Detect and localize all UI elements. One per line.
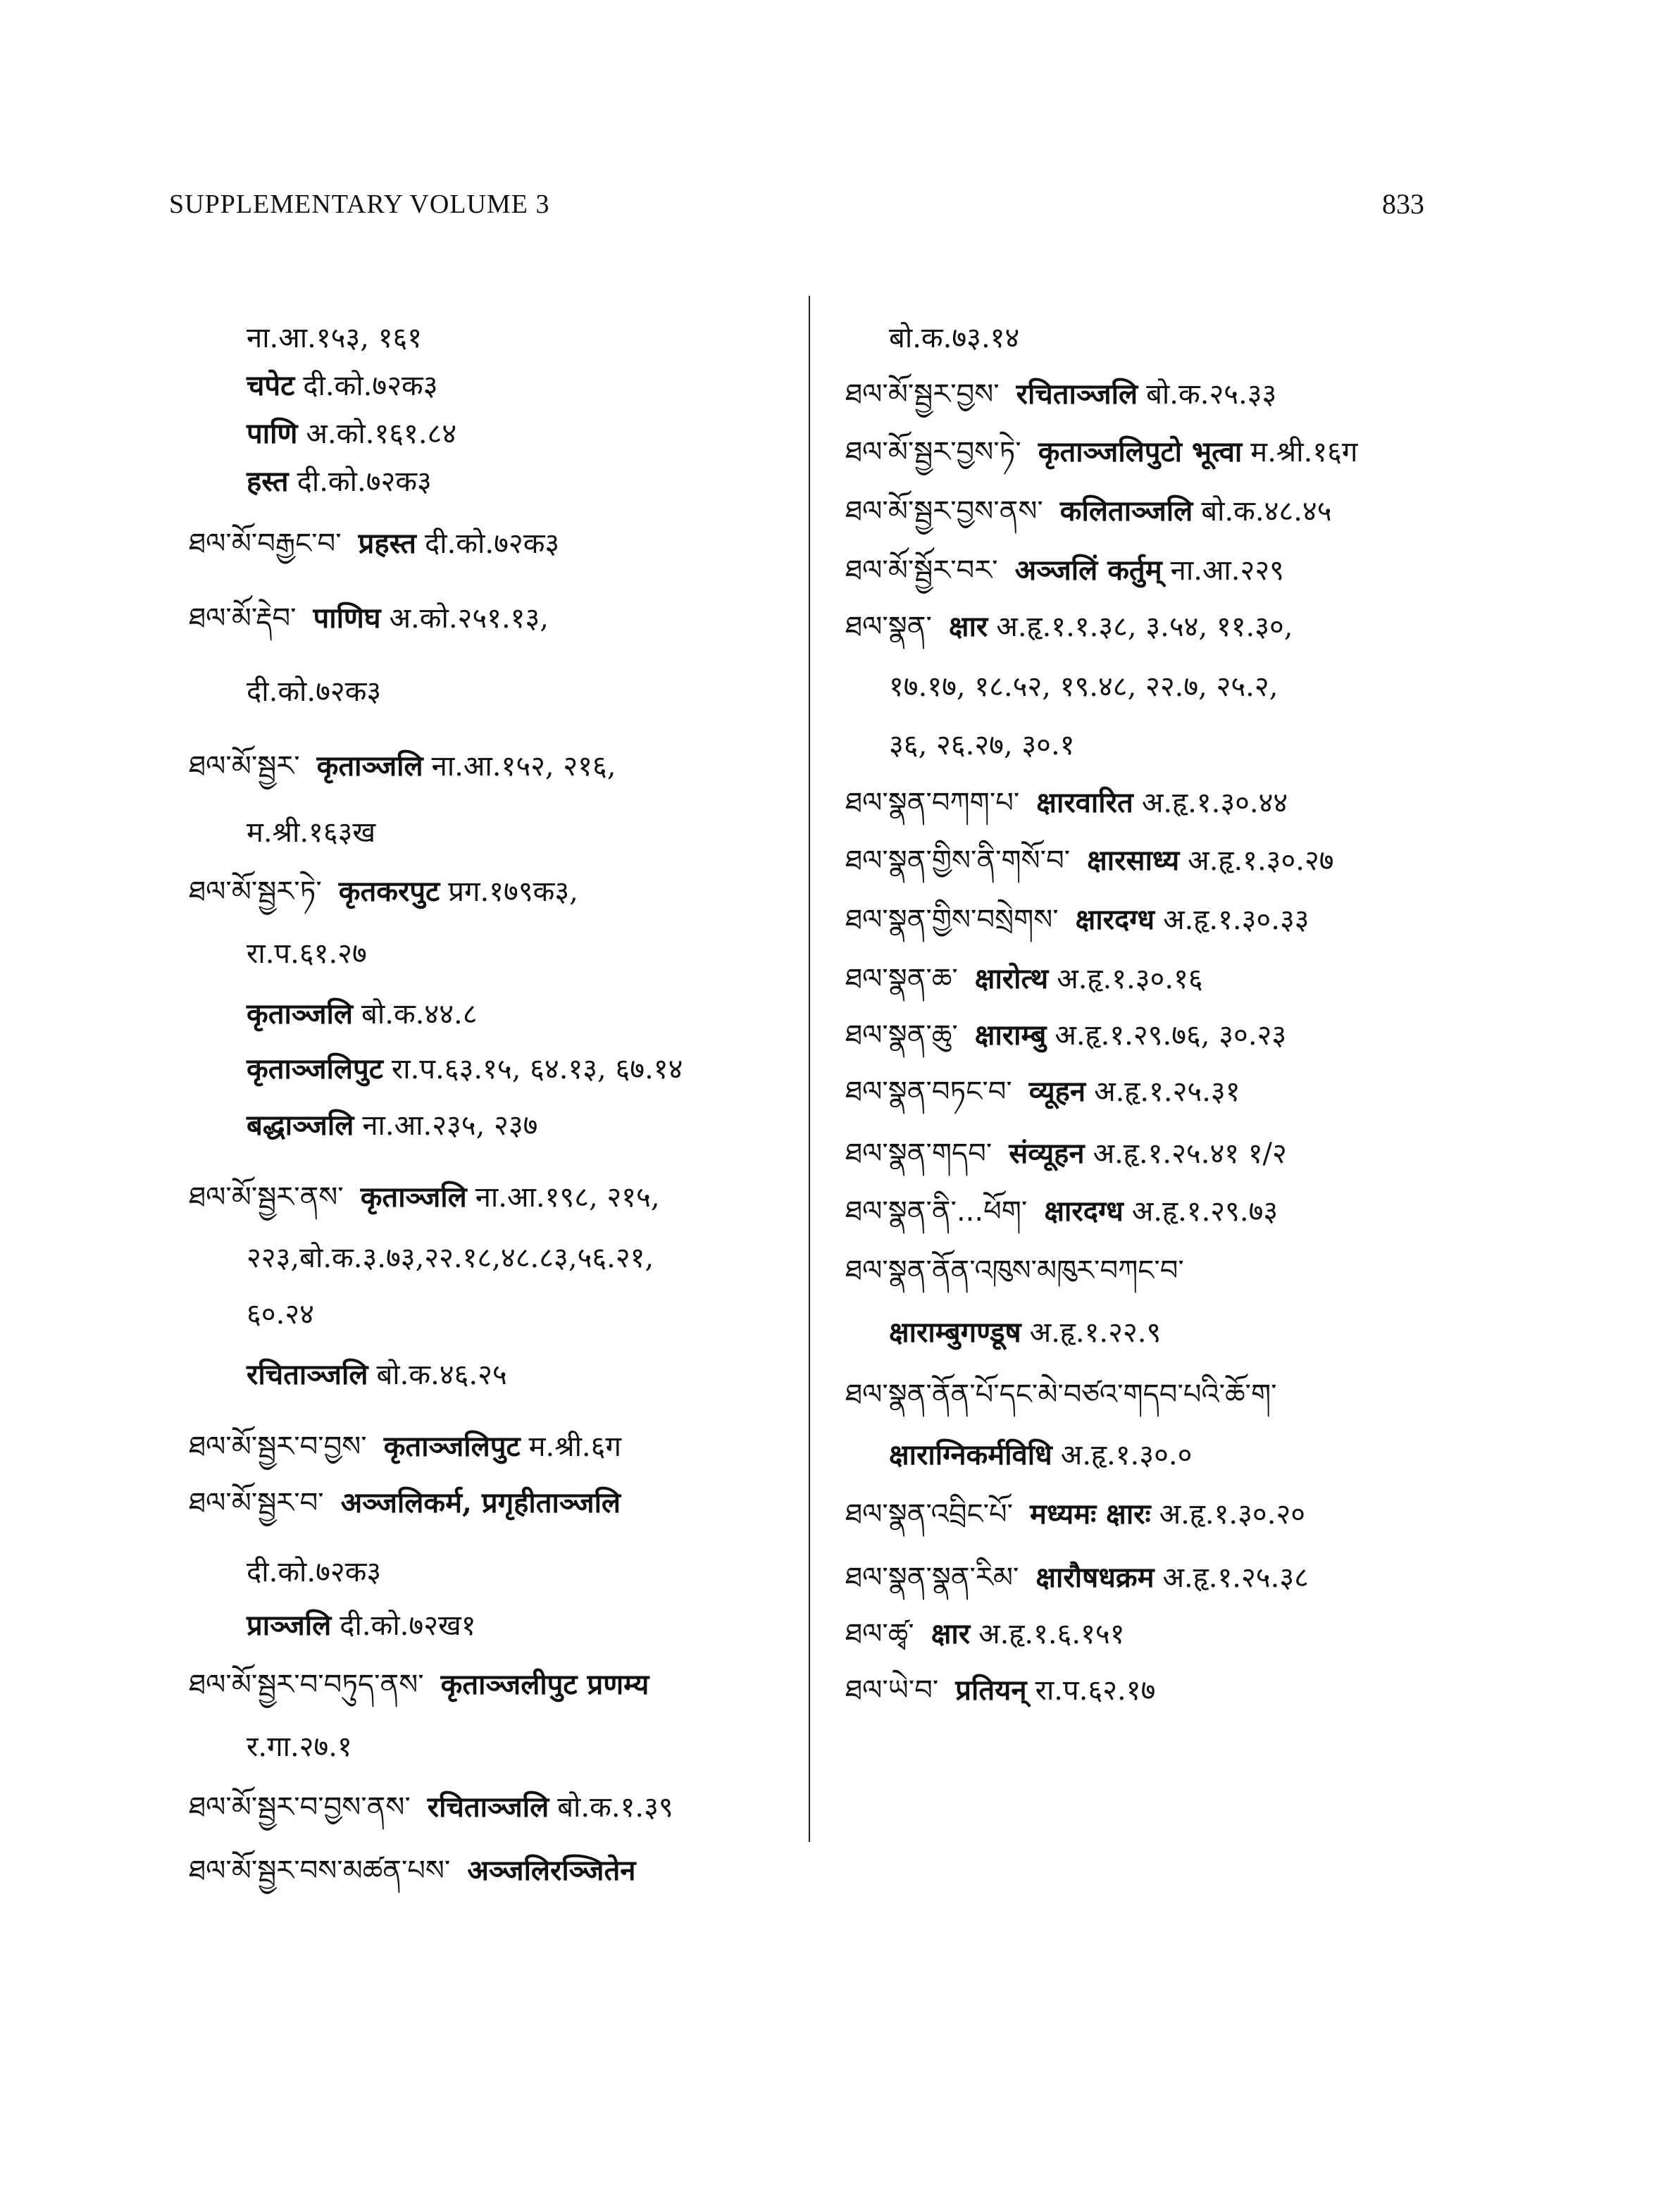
left-entry-line xyxy=(247,1109,538,1142)
source-reference: अ.हृ.१.३०.२७ xyxy=(1188,845,1334,877)
sanskrit-equivalent: कृताञ्जलि xyxy=(316,749,423,783)
left-entry-line xyxy=(247,675,382,708)
sanskrit-equivalent: कृताञ्जलिपुट xyxy=(247,1052,383,1085)
right-entry-line xyxy=(845,1021,1286,1050)
tibetan-term: ཐལ་མོ་སྦྱར་བྱས་ཏེ་ xyxy=(845,436,1021,468)
tibetan-term: ཐལ་སྣན་བཏང་བ་ xyxy=(845,1076,1012,1108)
source-reference: बो.क.४४.८ xyxy=(361,998,478,1031)
right-entry-line xyxy=(845,1075,1240,1108)
sanskrit-equivalent: क्षाराग्निकर्मविधि xyxy=(889,1438,1052,1471)
left-entry-line xyxy=(189,1793,673,1822)
sanskrit-equivalent: रचिताञ्जलि xyxy=(427,1791,549,1824)
source-reference: ना.आ.१९८, २१५, xyxy=(475,1181,660,1214)
sanskrit-equivalent: कलिताञ्जलि xyxy=(1059,494,1193,528)
source-reference: प्रग.१७९क३, xyxy=(448,876,578,908)
right-entry-line xyxy=(845,1378,1294,1411)
sanskrit-equivalent: अञ्जलिं कर्तुम् xyxy=(1014,554,1162,587)
source-reference: बो.क.४८.४५ xyxy=(1201,495,1332,528)
tibetan-term: ཐལ་མོ་སྦྱར་ཏེ་ xyxy=(189,876,322,908)
source-reference: अ.को.२५१.१३, xyxy=(389,602,549,635)
source-reference: अ.हृ.१.२९.७६, ३०.२३ xyxy=(1054,1019,1287,1052)
tibetan-term: ཐལ་མོ་སྦྱར་ xyxy=(189,750,300,783)
left-entry-line xyxy=(189,749,616,783)
source-reference: म.श्री.६ग xyxy=(528,1431,621,1463)
source-reference: रा.प.६२.१७ xyxy=(1035,1674,1156,1707)
source-reference: दी.को.७२क३ xyxy=(247,675,382,708)
source-reference: ना.आ.१५३, १६१ xyxy=(247,322,423,354)
left-entry-line xyxy=(247,1609,476,1642)
tibetan-term: ཐལ་མོ་སྦྱར་བས་མཚན་པས་ xyxy=(189,1855,451,1887)
sanskrit-equivalent: क्षार xyxy=(931,1617,971,1650)
right-entry-line xyxy=(845,1617,1125,1650)
source-reference: बो.क.४६.२५ xyxy=(376,1359,507,1391)
sanskrit-equivalent: कृताञ्जलि xyxy=(247,997,354,1031)
sanskrit-equivalent: प्राञ्जलि xyxy=(247,1609,332,1642)
sanskrit-equivalent: क्षार xyxy=(948,610,988,643)
source-reference: म.श्री.१६३ख xyxy=(247,816,376,849)
left-entry-line xyxy=(189,1486,629,1519)
tibetan-term: ཐལ་མོ་རྡེབ་ xyxy=(189,602,297,635)
source-reference: अ.को.१६१.८४ xyxy=(306,418,457,450)
left-entry-line xyxy=(247,1358,507,1391)
left-entry-line xyxy=(247,324,422,352)
left-entry-line xyxy=(247,818,375,847)
sanskrit-equivalent: व्यूहन xyxy=(1028,1075,1086,1108)
sanskrit-equivalent: मध्यमः क्षारः xyxy=(1030,1498,1151,1531)
left-entry-line xyxy=(189,1668,657,1701)
source-reference: अ.हृ.१.३०.० xyxy=(1060,1439,1193,1471)
left-entry-line xyxy=(247,369,438,402)
source-reference: अ.हृ.१.२५.४१ १/२ xyxy=(1093,1138,1287,1170)
left-entry-line xyxy=(247,417,457,450)
tibetan-term: ཐལ་མོ་སྦྱར་བ་བྱས་ xyxy=(189,1431,367,1463)
source-reference: र.गा.२७.१ xyxy=(247,1731,352,1763)
source-reference: बो.क.२५.३३ xyxy=(1146,378,1277,411)
tibetan-term: ཐལ་སྣན་གྱིས་ནི་གསོ་བ་ xyxy=(845,845,1071,877)
right-entry-line xyxy=(845,610,1293,643)
source-reference: दी.को.७२क३ xyxy=(303,370,438,402)
right-entry-line xyxy=(889,324,1019,352)
source-reference: बो.क.१.३९ xyxy=(557,1791,673,1824)
left-entry-line xyxy=(189,604,549,633)
right-entry-line xyxy=(889,731,1075,759)
right-entry-line xyxy=(845,1137,1287,1170)
sanskrit-equivalent: क्षाराम्बु xyxy=(974,1019,1047,1052)
source-reference: अ.हृ.१.३०.३३ xyxy=(1163,904,1309,936)
right-entry-line xyxy=(845,1561,1309,1594)
tibetan-term: ཐལ་སྣན་ནོན་པོ་དང་མེ་བཙའ་གདབ་པའི་ཆོ་ག་ xyxy=(845,1378,1277,1411)
source-reference: बो.क.७३.१४ xyxy=(889,322,1020,354)
left-entry-line xyxy=(189,527,560,560)
source-reference: अ.हृ.१.२५.३८ xyxy=(1162,1562,1309,1594)
left-entry-line xyxy=(189,1430,621,1463)
source-reference: ३६, २६.२७, ३०.१ xyxy=(889,729,1075,761)
source-reference: म.श्री.१६ग xyxy=(1250,436,1358,468)
sanskrit-equivalent: क्षारोत्थ xyxy=(974,962,1049,995)
source-reference: अ.हृ.१.२९.७३ xyxy=(1131,1195,1278,1228)
source-reference: ना.आ.१५२, २१६, xyxy=(431,750,616,783)
left-entry-line xyxy=(247,997,478,1031)
right-entry-line xyxy=(845,962,1203,995)
tibetan-term: ཐལ་སྣན་ཆ་ xyxy=(845,963,958,995)
sanskrit-equivalent: कृताञ्जलिपुट xyxy=(383,1430,521,1463)
source-reference: २२३,बो.क.३.७३,२२.१८,४८.८३,५६.२१, xyxy=(247,1242,654,1274)
right-entry-line xyxy=(845,1197,1278,1226)
source-reference: दी.को.७२क३ xyxy=(297,466,432,498)
right-entry-line xyxy=(845,786,1288,819)
source-reference: दी.को.७२क३ xyxy=(424,528,560,560)
tibetan-term: ཐལ་མོ་སྦྱར་བ་ xyxy=(189,1487,324,1519)
sanskrit-equivalent: अञ्जलिरञ्जितेन xyxy=(467,1854,636,1887)
page-number: 833 xyxy=(1382,188,1424,220)
sanskrit-equivalent: पाणिघ xyxy=(313,602,381,635)
sanskrit-equivalent: बद्धाञ्जलि xyxy=(247,1109,354,1142)
sanskrit-equivalent: रचिताञ्जलि xyxy=(1016,378,1138,411)
right-entry-line xyxy=(845,556,1284,585)
source-reference: रा.प.६१.२७ xyxy=(247,938,367,970)
tibetan-term: ཐལ་སྣན་གྱིས་བསྲེགས་ xyxy=(845,904,1059,936)
left-entry-line xyxy=(247,465,432,498)
tibetan-term: ཐལ་མོ་སྦྱར་བྱས་ xyxy=(845,378,1000,411)
sanskrit-equivalent: कृतकरपुट xyxy=(338,875,440,908)
sanskrit-equivalent: क्षारदग्ध xyxy=(1044,1195,1124,1228)
tibetan-term: ཐལ་སྣན་ནོན་འཁུས་མཁུར་བཀང་བ་ xyxy=(845,1254,1184,1287)
source-reference: ना.आ.२३५, २३७ xyxy=(362,1109,538,1142)
left-entry-line xyxy=(247,1298,314,1331)
sanskrit-equivalent: प्रतियन् xyxy=(955,1674,1027,1707)
source-reference: ६०.२४ xyxy=(247,1298,314,1331)
tibetan-term: ཐལ་མོ་བརྒྱང་བ་ xyxy=(189,528,342,560)
left-entry-line xyxy=(247,1052,683,1085)
source-reference: रा.प.६३.१५, ६४.१३, ६७.१४ xyxy=(391,1053,683,1085)
tibetan-term: ཐལ་མོ་སྦྱར་བྱས་ནས་ xyxy=(845,495,1043,528)
sanskrit-equivalent: संव्यूहन xyxy=(1009,1137,1085,1170)
tibetan-term: ཐལ་མོ་སྦྱར་བ་བཏུད་ནས་ xyxy=(189,1669,424,1701)
right-entry-line xyxy=(845,494,1332,528)
sanskrit-equivalent: चपेट xyxy=(247,369,295,402)
left-entry-line xyxy=(189,1183,660,1212)
tibetan-term: ཐལ་ཡེ་བ་ xyxy=(845,1674,939,1707)
tibetan-term: ཐལ་མོ་སྦྱོར་བར་ xyxy=(845,554,998,587)
right-entry-line xyxy=(889,1316,1162,1349)
tibetan-term: ཐལ་སྣན་ནི་...ཕོག་ xyxy=(845,1195,1028,1228)
sanskrit-equivalent: क्षारदग्ध xyxy=(1075,903,1155,936)
tibetan-term: ཐལ་མོ་སྦྱར་ནས་ xyxy=(189,1181,344,1214)
right-entry-line xyxy=(845,380,1276,409)
sanskrit-equivalent: क्षारौषधक्रम xyxy=(1035,1561,1155,1594)
left-entry-line xyxy=(247,1244,654,1272)
sanskrit-equivalent: कृताञ्जलिपुटो भूत्वा xyxy=(1038,435,1243,468)
tibetan-term: ཐལ་མོ་སྦྱར་བ་བྱས་ནས་ xyxy=(189,1791,411,1824)
source-reference: अ.हृ.१.३०.२० xyxy=(1159,1498,1306,1531)
right-entry-line xyxy=(845,844,1334,877)
tibetan-term: ཐལ་སྣན་ xyxy=(845,611,932,643)
source-reference: अ.हृ.१.२२.९ xyxy=(1029,1316,1162,1349)
tibetan-term: ཐལ་ཚྭ་ xyxy=(845,1618,914,1650)
source-reference: दी.को.७२ख१ xyxy=(340,1610,476,1642)
sanskrit-equivalent: अञ्जलिकर्म, प्रगृहीताञ्जलि xyxy=(340,1486,621,1519)
source-reference: अ.हृ.१.३०.१६ xyxy=(1057,963,1203,995)
source-reference: अ.हृ.१.३०.४४ xyxy=(1141,787,1288,819)
sanskrit-equivalent: हस्त xyxy=(247,465,289,498)
source-reference: ना.आ.२२९ xyxy=(1170,554,1284,587)
right-entry-line xyxy=(889,673,1278,701)
right-entry-line xyxy=(889,1438,1193,1471)
source-reference: अ.हृ.१.१.३८, ३.५४, ११.३०, xyxy=(996,611,1293,643)
tibetan-term: ཐལ་སྣན་ཆུ་ xyxy=(845,1019,958,1052)
sanskrit-equivalent: प्रहस्त xyxy=(358,527,416,560)
sanskrit-equivalent: पाणि xyxy=(247,417,298,450)
tibetan-term: ཐལ་སྣན་སྣན་རིམ་ xyxy=(845,1562,1019,1594)
right-entry-line xyxy=(845,1676,1155,1705)
sanskrit-equivalent: कृताञ्जलीपुट प्रणम्य xyxy=(440,1668,649,1701)
running-header: SUPPLEMENTARY VOLUME 3 xyxy=(169,189,550,219)
left-entry-line xyxy=(189,875,578,908)
right-entry-line xyxy=(845,435,1358,468)
tibetan-term: ཐལ་སྣན་བཀག་པ་ xyxy=(845,787,1020,819)
tibetan-term: ཐལ་སྣན་གདབ་ xyxy=(845,1138,993,1170)
left-entry-line xyxy=(189,1854,644,1887)
source-reference: अ.हृ.१.२५.३१ xyxy=(1094,1076,1240,1108)
left-entry-line xyxy=(247,1733,352,1761)
source-reference: १७.१७, १८.५२, १९.४८, २२.७, २५.२, xyxy=(889,671,1278,703)
sanskrit-equivalent: कृताञ्जलि xyxy=(360,1181,467,1214)
left-entry-line xyxy=(247,1558,381,1586)
sanskrit-equivalent: क्षाराम्बुगण्डूष xyxy=(889,1316,1021,1349)
right-entry-line xyxy=(845,1500,1305,1529)
sanskrit-equivalent: रचिताञ्जलि xyxy=(247,1358,368,1391)
column-divider xyxy=(809,296,810,1842)
source-reference: अ.हृ.१.६.१५१ xyxy=(978,1618,1125,1650)
sanskrit-equivalent: क्षारसाध्य xyxy=(1087,844,1180,877)
left-entry-line xyxy=(247,940,367,968)
source-reference: दी.को.७२क३ xyxy=(247,1556,382,1588)
right-entry-line xyxy=(845,1254,1201,1287)
right-entry-line xyxy=(845,903,1309,936)
sanskrit-equivalent: क्षारवारित xyxy=(1036,786,1133,819)
tibetan-term: ཐལ་སྣན་འབྲིང་པོ་ xyxy=(845,1498,1014,1531)
